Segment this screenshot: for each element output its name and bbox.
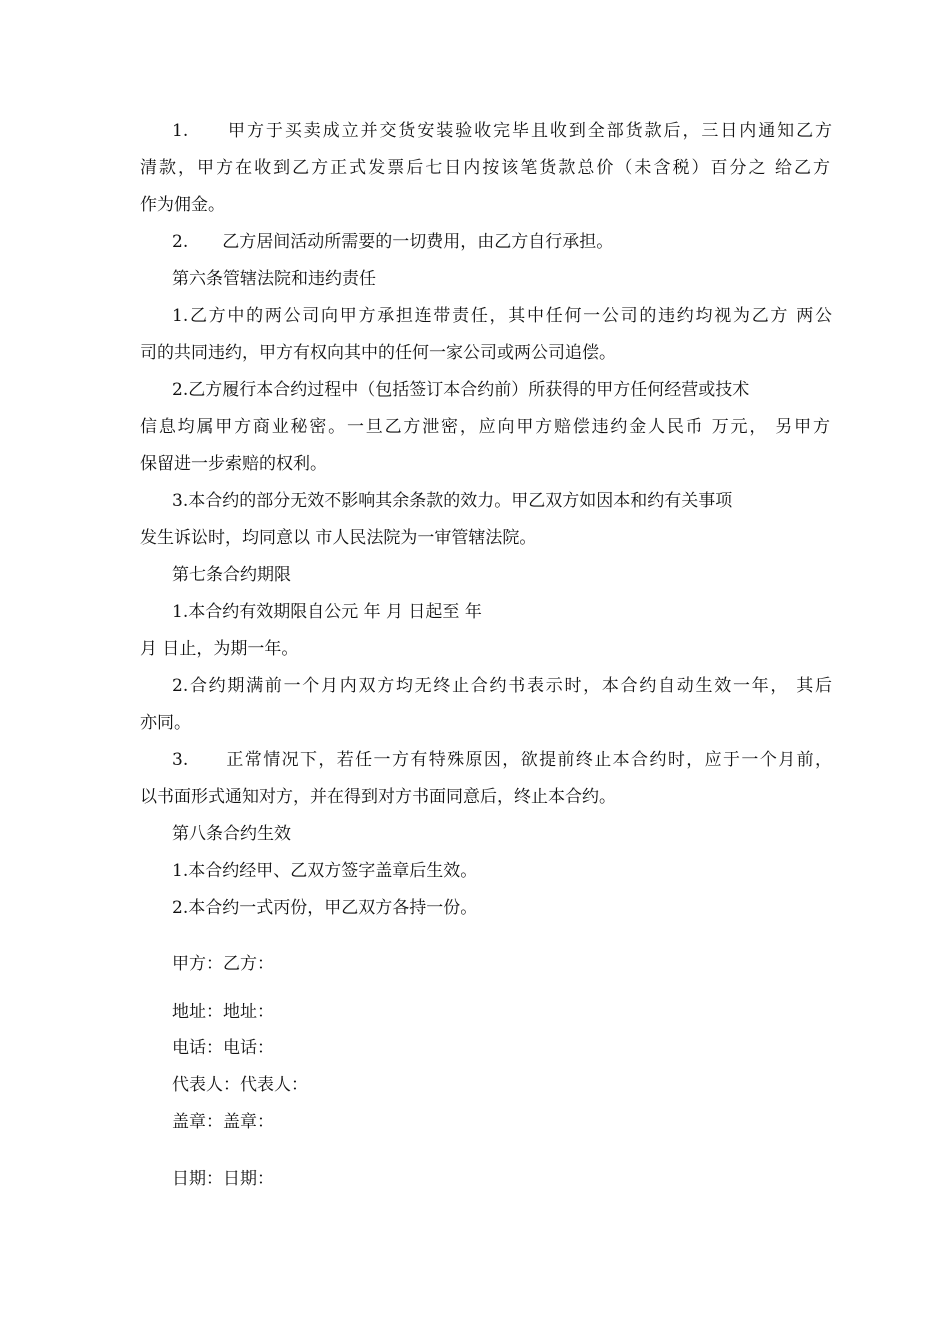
clause-7-2-line-1: 2.合约期满前一个月内双方均无终止合约书表示时，本合约自动生效一年， 其后 xyxy=(172,676,832,696)
clause-5-2: 2. 乙方居间活动所需要的一切费用，由乙方自行承担。 xyxy=(172,232,614,252)
clause-6-1-line-1: 1.乙方中的两公司向甲方承担连带责任，其中任何一公司的违约均视为乙方 两公 xyxy=(172,306,832,326)
clause-6-2-line-3: 保留进一步索赔的权利。 xyxy=(140,454,327,474)
clause-5-1-line-1: 1. 甲方于买卖成立并交货安装验收完毕且收到全部货款后，三日内通知乙方 xyxy=(172,121,832,141)
clause-6-2-line-1: 2.乙方履行本合约过程中（包括签订本合约前）所获得的甲方任何经营或技术 xyxy=(172,380,750,400)
clause-7-3-line-1: 3. 正常情况下，若任一方有特殊原因，欲提前终止本合约时，应于一个月前， xyxy=(172,750,832,770)
signature-date: 日期：日期： xyxy=(172,1169,274,1189)
signature-representative: 代表人：代表人： xyxy=(172,1075,308,1095)
clause-6-1-line-2: 司的共同违约，甲方有权向其中的任何一家公司或两公司追偿。 xyxy=(140,343,616,363)
signature-party: 甲方：乙方： xyxy=(172,954,274,974)
clause-6-3-line-1: 3.本合约的部分无效不影响其余条款的效力。甲乙双方如因本和约有关事项 xyxy=(172,491,733,511)
clause-6-2-line-2: 信息均属甲方商业秘密。一旦乙方泄密，应向甲方赔偿违约金人民币 万元， 另甲方 xyxy=(140,417,830,437)
clause-6-3-line-2: 发生诉讼时，均同意以 市人民法院为一审管辖法院。 xyxy=(140,528,537,548)
section-7-heading: 第七条合约期限 xyxy=(172,565,291,585)
section-8-heading: 第八条合约生效 xyxy=(172,824,291,844)
clause-7-3-line-2: 以书面形式通知对方，并在得到对方书面同意后，终止本合约。 xyxy=(140,787,616,807)
clause-5-1-line-2: 清款，甲方在收到乙方正式发票后七日内按该笔货款总价（未含税）百分之 给乙方 xyxy=(140,158,830,178)
clause-8-1: 1.本合约经甲、乙双方签字盖章后生效。 xyxy=(172,861,478,881)
clause-7-1-line-2: 月 日止，为期一年。 xyxy=(140,639,299,659)
signature-address: 地址：地址： xyxy=(172,1002,274,1022)
section-6-heading: 第六条管辖法院和违约责任 xyxy=(172,269,376,289)
clause-7-1-line-1: 1.本合约有效期限自公元 年 月 日起至 年 xyxy=(172,602,482,622)
clause-5-1-line-3: 作为佣金。 xyxy=(140,195,225,215)
clause-7-2-line-2: 亦同。 xyxy=(140,713,191,733)
signature-phone: 电话：电话： xyxy=(172,1038,274,1058)
clause-8-2: 2.本合约一式丙份，甲乙双方各持一份。 xyxy=(172,898,478,918)
signature-seal: 盖章：盖章： xyxy=(172,1112,274,1132)
